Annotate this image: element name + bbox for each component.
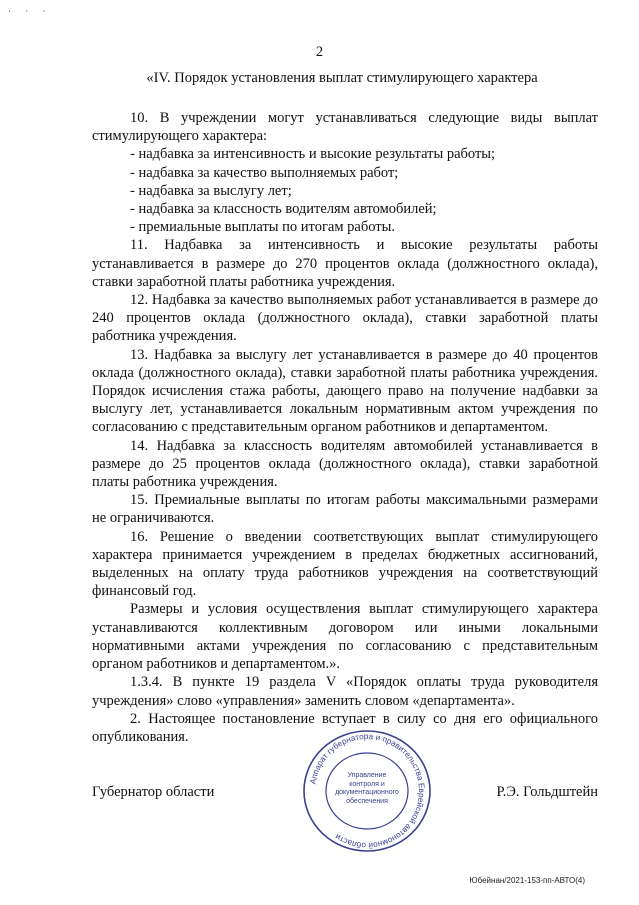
- list-item-quality: - надбавка за качество выполняемых работ;: [130, 164, 399, 181]
- document-body: [92, 109, 598, 746]
- seal-outer-text: Аппарат губернатора и правительства Еврейской автономной области: [308, 731, 427, 851]
- seal-inner-text-box: [332, 772, 402, 814]
- paragraph-13: 13. Надбавка за выслугу лет устанавливается в размере до 40 процентов оклада (должностного оклада), ставки заработной платы работника учреждения. Порядок исчисления стажа работы, дающего право на получение надбавки за выслугу лет, устанавливается локальным нормативным актом учреждения по согласованию с представительным органом работников и департаментом.: [92, 346, 598, 436]
- list-item-driver-class: - надбавка за классность водителям автомобилей;: [130, 201, 437, 218]
- list-item-intensity: - надбавка за интенсивность и высокие результаты работы;: [130, 146, 496, 163]
- paragraph-16: 16. Решение о введении соответствующих выплат стимулирующего характера принимается учреждением в пределах бюджетных ассигнований, выделенных на оплату труда работников учреждения на соответствующий финансовый год.: [92, 528, 598, 600]
- list-item-seniority: - надбавка за выслугу лет;: [130, 182, 292, 199]
- signatory-title: Губернатор области: [92, 784, 215, 800]
- list-item-bonus: - премиальные выплаты по итогам работы.: [130, 219, 395, 236]
- paragraph-1-3-4: 1.3.4. В пункте 19 раздела V «Порядок оплаты труда руководителя учреждения» слово «управления» заменить словом «департамента».: [92, 674, 598, 709]
- paragraph-11: 11. Надбавка за интенсивность и высокие результаты работы устанавливается в размере до 270 процентов оклада (должностного оклада), ставки заработной платы работника учреждения.: [92, 237, 598, 290]
- paragraph-conditions: Размеры и условия осуществления выплат стимулирующего характера устанавливаются коллективным договором или иными локальными нормативными актами учреждения по согласованию с представительным органом работников и департаментом.».: [92, 601, 598, 673]
- signatory-name: Р.Э. Гольдштейн: [496, 784, 598, 800]
- paragraph-15: 15. Премиальные выплаты по итогам работы максимальными размерами не ограничиваются.: [92, 492, 598, 527]
- paragraph-14: 14. Надбавка за классность водителям автомобилей устанавливается в размере до 25 процентов оклада (должностного оклада), ставки заработной платы работника учреждения.: [92, 437, 598, 491]
- document-reference-code: Юбейнан/2021-153-пп-АВТО(4): [469, 876, 585, 885]
- paragraph-12: 12. Надбавка за качество выполняемых работ устанавливается в размере до 240 процентов оклада (должностного оклада), ставки заработной платы работника учреждения.: [92, 292, 598, 345]
- official-stamp: [292, 726, 442, 856]
- section-title: «IV. Порядок установления выплат стимулирующего характера: [146, 70, 538, 86]
- paragraph-effective-date: 2. Настоящее постановление вступает в силу со дня его официального опубликования.: [92, 710, 598, 745]
- paragraph-10: 10. В учреждении могут устанавливаться следующие виды выплат стимулирующего характера:: [92, 110, 598, 145]
- scan-corner-marks: · · ·: [8, 6, 52, 16]
- page-number: 2: [315, 44, 324, 60]
- seal-inner-text: Управление контроля и документационного обеспечения: [335, 772, 399, 805]
